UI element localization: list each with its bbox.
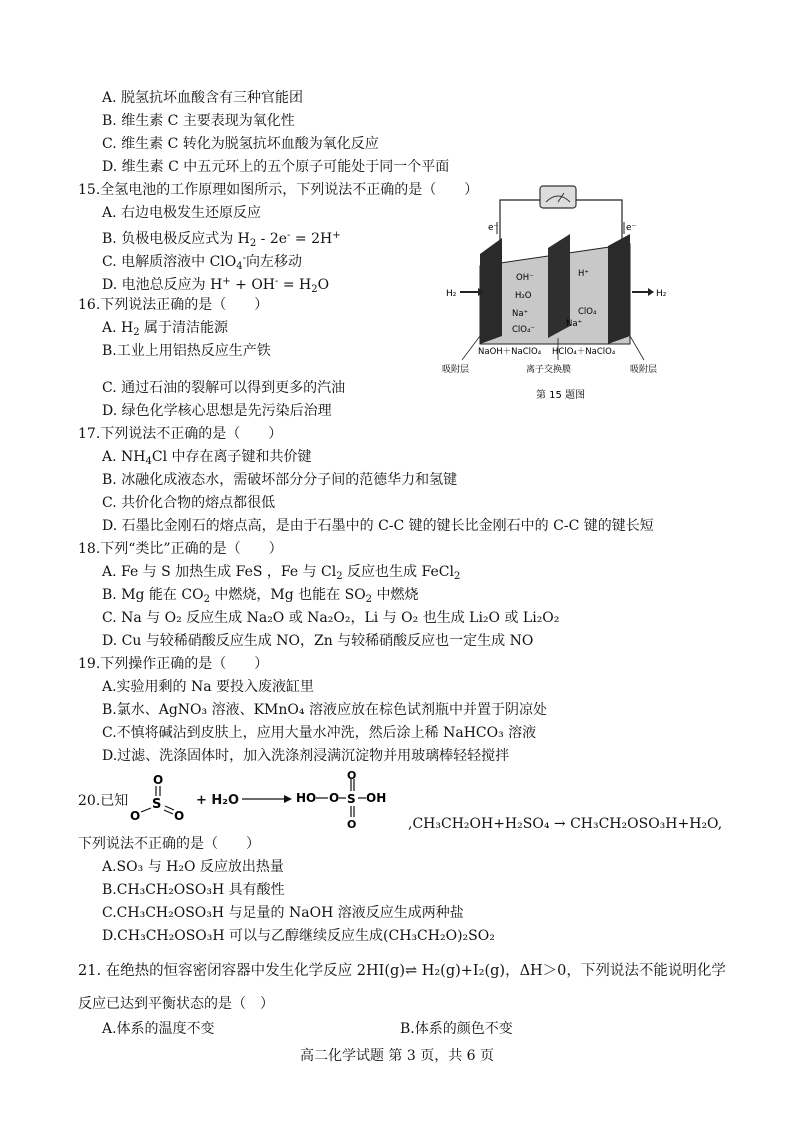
so3-structure [126, 772, 192, 828]
q20-option-b: B.CH₃CH₂OSO₃H 具有酸性 [102, 882, 285, 898]
q19-option-a: A.实验用剩的 Na 要投入废液缸里 [102, 679, 315, 695]
figure-caption: 第 15 题图 [536, 390, 586, 401]
ammeter-icon [540, 186, 576, 208]
q21-option-a: A.体系的温度不变 [102, 1021, 215, 1037]
na-ion-right-label: Na⁺ [566, 319, 583, 329]
q20-equation-2: ,CH₃CH₂OH+H₂SO₄ → CH₃CH₂OSO₃H+H₂O, [408, 816, 723, 832]
q15-option-c: C. 电解质溶液中 ClO$_4$-向左移动 [102, 253, 302, 272]
h2o-label: H₂O [515, 291, 532, 301]
svg-text:O: O [174, 809, 185, 823]
h2-outlet-label: H₂ [656, 289, 667, 299]
h2-inlet-label: H₂ [446, 289, 457, 299]
svg-text:OH: OH [366, 791, 387, 805]
q21-stem-2: 反应已达到平衡状态的是（ ） [78, 996, 274, 1012]
svg-text:O: O [347, 769, 357, 782]
electron-label-left: e⁻ [488, 223, 499, 233]
q15-option-b: B. 负极电极反应式为 $H_2 - 2e^- = 2H^+$ [102, 230, 341, 249]
q20-stem-2: 下列说法不正确的是（ ） [78, 836, 260, 852]
q21-option-b: B.体系的颜色不变 [400, 1021, 513, 1037]
right-solution-label: HClO₄＋NaClO₄ [552, 347, 616, 357]
svg-text:O: O [329, 791, 340, 805]
wire-left [500, 200, 540, 241]
q20-option-c: C.CH₃CH₂OSO₃H 与足量的 NaOH 溶液反应生成两种盐 [102, 905, 464, 921]
q18-option-c: C. Na 与 O₂ 反应生成 Na₂O 或 Na₂O₂，Li 与 O₂ 也生成 Li₂O 或 Li₂O₂ [102, 610, 560, 626]
q17-stem: 17.下列说法不正确的是（ ） [78, 426, 283, 442]
h-ion-label: H⁺ [578, 269, 589, 279]
clo4-ion-left-label: ClO₄⁻ [512, 325, 535, 335]
svg-text:S: S [347, 792, 356, 806]
adsorption-layer-left-label: 吸附层 [442, 365, 470, 375]
q19-option-d: D.过滤、洗涤固体时，加入洗涤剂浸满沉淀物并用玻璃棒轻轻搅拌 [102, 748, 510, 764]
q18-option-b: B. Mg 能在 $CO_2$ 中燃烧，Mg 也能在 $SO_2$ 中燃烧 [102, 587, 419, 605]
left-electrode [480, 238, 502, 344]
q14-option-b: B. 维生素 C 主要表现为氧化性 [102, 113, 295, 129]
q18-option-d: D. Cu 与较稀硝酸反应生成 NO，Zn 与较稀硝酸反应也一定生成 NO [102, 633, 534, 649]
oh-ion-label: OH⁻ [516, 273, 534, 283]
svg-text:O: O [130, 809, 141, 823]
reaction-arrow-icon [240, 792, 292, 806]
adsorption-layer-right-label: 吸附层 [630, 365, 658, 375]
q15-option-d: D. 电池总反应为 $H^+ + OH^- = H_2O$ [102, 276, 330, 295]
q20-plus-water: + H₂O [196, 793, 240, 808]
q14-option-a: A. 脱氢抗坏血酸含有三种官能团 [102, 90, 304, 106]
fuel-cell-diagram [440, 186, 680, 401]
q14-option-d: D. 维生素 C 中五元环上的五个原子可能处于同一个平面 [102, 159, 450, 175]
q19-stem: 19.下列操作正确的是（ ） [78, 656, 269, 672]
q20-stem: 20.已知 [78, 793, 129, 809]
q18-option-a: A. Fe 与 S 加热生成 FeS ，Fe 与 $Cl_2$ 反应也生成 FeCl$_2$ [102, 564, 461, 582]
q18-stem: 18.下列“类比”正确的是（ ） [78, 541, 283, 557]
q17-option-a: A. $NH_4Cl$ 中存在离子键和共价键 [102, 449, 312, 467]
q15-option-a: A. 右边电极发生还原反应 [102, 205, 262, 221]
q21-stem: 21. 在绝热的恒容密闭容器中发生化学反应 2HI(g)⇌ H₂(g)+I₂(g)，ΔH＞0，下列说法不能说明化学 [78, 963, 726, 979]
na-ion-left-label: Na⁺ [512, 309, 529, 319]
q17-option-d: D. 石墨比金刚石的熔点高，是由于石墨中的 C-C 键的键长比金刚石中的 C-C 键的键长短 [102, 518, 654, 534]
page-footer: 高二化学试题 第 3 页，共 6 页 [299, 1048, 495, 1064]
svg-text:O: O [153, 773, 164, 787]
q14-option-c: C. 维生素 C 转化为脱氢抗坏血酸为氧化反应 [102, 136, 379, 152]
q16-option-d: D. 绿色化学核心思想是先污染后治理 [102, 403, 332, 419]
q16-option-b: B.工业上用铝热反应生产铁 [102, 343, 271, 359]
q16-option-c: C. 通过石油的裂解可以得到更多的汽油 [102, 380, 346, 396]
electron-label-right: e⁻ [626, 223, 637, 233]
q17-option-b: B. 冰融化成液态水，需破坏部分分子间的范德华力和氢键 [102, 472, 458, 488]
svg-text:O: O [347, 818, 357, 831]
svg-text:S: S [152, 797, 162, 812]
left-solution-label: NaOH＋NaClO₄ [478, 347, 542, 357]
svg-text:HO: HO [296, 791, 317, 805]
q20-option-a: A.SO₃ 与 H₂O 反应放出热量 [102, 859, 284, 875]
q17-option-c: C. 共价化合物的熔点都很低 [102, 495, 276, 511]
clo4-ion-right-label: ClO₄ [578, 307, 597, 317]
membrane-label: 离子交换膜 [526, 365, 572, 375]
q16-stem: 16.下列说法正确的是（ ） [78, 297, 269, 313]
wire-right [576, 200, 622, 241]
sulfuric-acid-structure [296, 769, 387, 831]
q20-option-d: D.CH₃CH₂OSO₃H 可以与乙醇继续反应生成(CH₃CH₂O)₂SO₂ [102, 928, 495, 944]
q16-option-a: A. $H_2$ 属于清洁能源 [102, 320, 229, 338]
q19-option-c: C.不慎将碱沾到皮肤上，应用大量水冲洗，然后涂上稀 NaHCO₃ 溶液 [102, 725, 537, 741]
q19-option-b: B.氯水、AgNO₃ 溶液、KMnO₄ 溶液应放在棕色试剂瓶中并置于阴凉处 [102, 702, 547, 718]
right-electrode [608, 234, 630, 344]
q15-stem: 15.全氢电池的工作原理如图所示，下列说法不正确的是（ ） [78, 182, 479, 198]
